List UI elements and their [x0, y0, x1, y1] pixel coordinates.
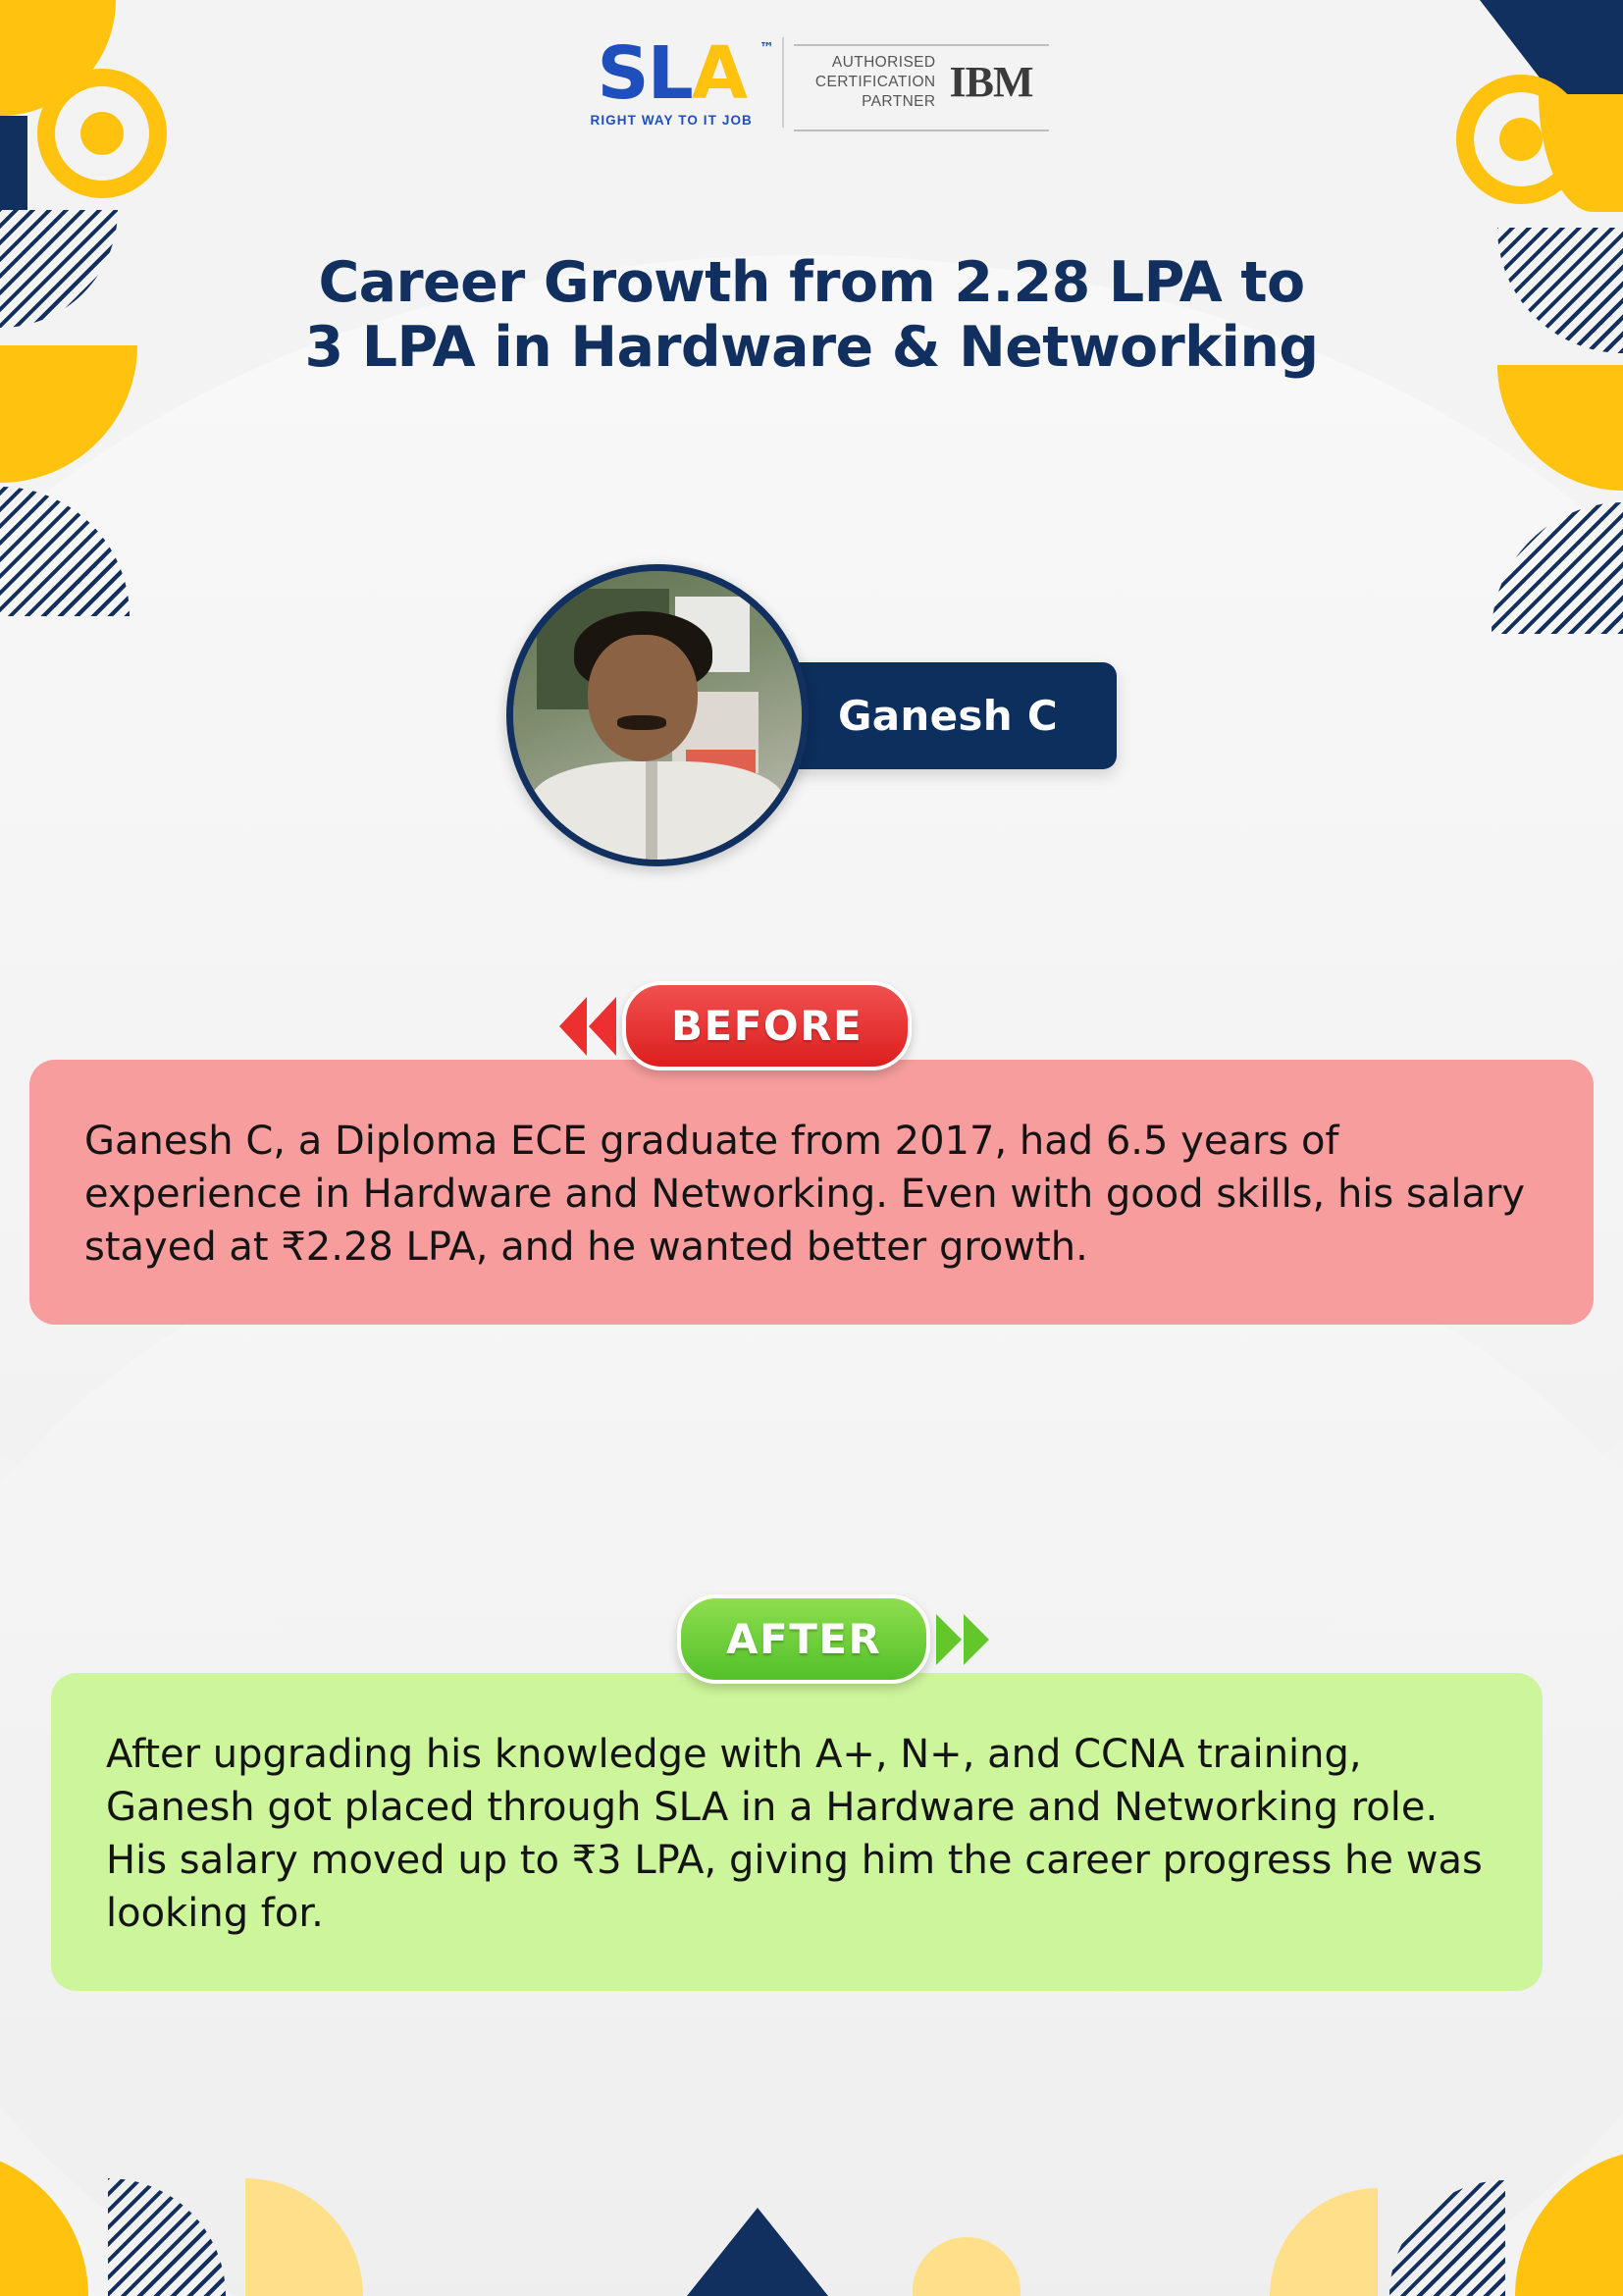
partner-line-1: AUTHORISED [831, 54, 936, 72]
sla-tagline: RIGHT WAY TO IT JOB [590, 113, 753, 129]
sla-letter-s: S [597, 31, 648, 117]
after-text: After upgrading his knowledge with A+, N+, and CCNA training, Ganesh got placed through SLA in a Hardware and Networking role. His salary moved up to ₹3 LPA, giving him the career progress he was looking for. [106, 1732, 1483, 1936]
photo-shirt-placket [646, 761, 657, 860]
person-name: Ganesh C [710, 662, 1117, 769]
partner-text [815, 53, 936, 111]
sla-wordmark [590, 31, 772, 117]
trademark-symbol: ™ [759, 39, 772, 58]
photo-face [588, 635, 698, 761]
decoration-bottom-left [0, 2100, 412, 2296]
partner-rule-bottom [794, 130, 1049, 131]
after-arrows-icon [934, 1614, 989, 1665]
after-panel [51, 1673, 1543, 1991]
before-arrows-icon [559, 997, 618, 1056]
partner-line-3: PARTNER [862, 92, 936, 110]
after-badge-row [677, 1594, 989, 1684]
sla-logo [590, 31, 772, 129]
decoration-bottom-right [1211, 2100, 1623, 2296]
before-panel [29, 1060, 1594, 1325]
sla-letter-a: A [691, 31, 747, 117]
header-logos [0, 31, 1623, 129]
photo-moustache [617, 715, 666, 730]
after-badge: AFTER [677, 1594, 930, 1684]
ibm-wordmark: IBM [949, 58, 1033, 107]
partner-line-2: CERTIFICATION [814, 74, 936, 91]
logo-divider [782, 37, 784, 128]
photo-shirt [531, 761, 785, 860]
ibm-partner-logo [813, 53, 1033, 111]
page-title-line-1: Career Growth from 2.28 LPA to [318, 250, 1305, 315]
before-badge: BEFORE [622, 981, 912, 1070]
page-title-line-2: 3 LPA in Hardware & Networking [304, 315, 1319, 381]
decoration-bottom-triangle [687, 2208, 828, 2296]
before-text: Ganesh C, a Diploma ECE graduate from 2017, had 6.5 years of experience in Hardware and Networking. Even with good skills, his salary stayed at ₹2.28 LPA, and he wanted better growth. [84, 1119, 1526, 1270]
page-title [0, 250, 1623, 380]
profile-row [0, 564, 1623, 866]
sla-letter-l: L [647, 31, 692, 117]
avatar [506, 564, 809, 866]
before-badge-row [559, 981, 912, 1070]
